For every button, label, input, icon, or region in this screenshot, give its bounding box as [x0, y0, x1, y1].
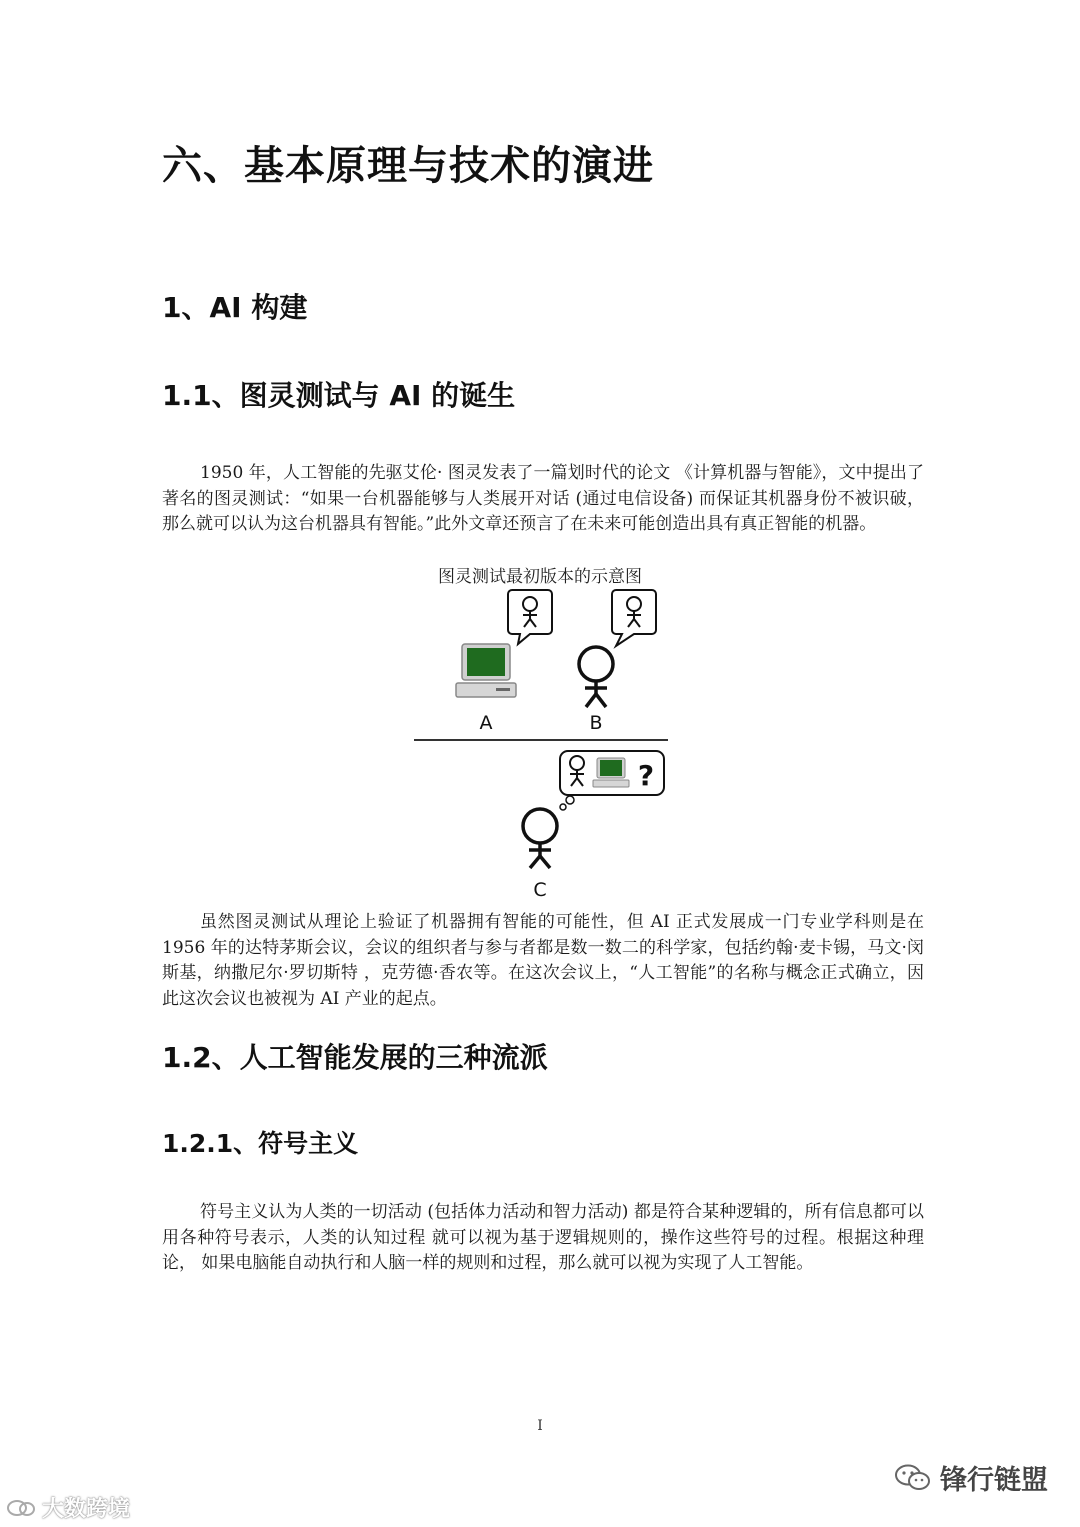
figure-caption: 图灵测试最初版本的示意图: [438, 567, 642, 587]
label-c: C: [533, 879, 547, 901]
page-title: 六、基本原理与技术的演进: [162, 142, 654, 189]
watermark-right: [894, 1458, 1048, 1497]
thought-bubble-c: [560, 751, 664, 810]
question-mark-icon: ?: [637, 759, 655, 792]
section-heading-turing-test: 1.1、图灵测试与 AI 的诞生: [162, 379, 516, 412]
watermark-left-text: 大数跨境: [42, 1497, 131, 1522]
speech-bubble-a: [508, 590, 552, 644]
section-heading-symbolism: 1.2.1、符号主义: [162, 1129, 359, 1158]
turing-test-figure: [410, 586, 680, 904]
wechat-logo-icon: [894, 1463, 932, 1493]
label-a: A: [479, 712, 493, 734]
computer-small-icon: [593, 758, 629, 787]
section-heading-three-schools: 1.2、人工智能发展的三种流派: [162, 1041, 548, 1074]
watermark-left: [6, 1492, 130, 1523]
speech-bubble-b: [612, 590, 656, 646]
computer-icon: [456, 644, 516, 697]
paragraph-turing-intro: 1950 年，人工智能的先驱艾伦· 图灵发表了一篇划时代的论文 《计算机器与智能》，文中提出了著名的图灵测试：“如果一台机器能够与人类展开对话 (通过电信设备) 而保证其机器身份不被识破， 那么就可以认为这台机器具有智能。”此外文章还预言了在未来可能创造出具有真正智能的机器。: [162, 463, 924, 534]
page-number: I: [537, 1418, 543, 1434]
label-b: B: [589, 712, 603, 734]
chat-logo-icon: [6, 1498, 36, 1518]
paragraph-symbolism: 符号主义认为人类的一切活动 (包括体力活动和智力活动) 都是符合某种逻辑的，所有信息都可以用各种符号表示，人类的认知过程 就可以视为基于逻辑规则的，操作这些符号的过程。根据这种理论， 如果电脑能自动执行和人脑一样的规则和过程，那么就可以视为实现了人工智能。: [162, 1202, 924, 1273]
section-heading-ai-build: 1、AI 构建: [162, 291, 308, 324]
paragraph-dartmouth: 虽然图灵测试从理论上验证了机器拥有智能的可能性，但 AI 正式发展成一门专业学科则是在 1956 年的达特茅斯会议，会议的组织者与参与者都是数一数二的科学家，包括约翰·麦卡锡，马文·闵斯基，纳撒尼尔·罗切斯特 ，克劳德·香农等。在这次会议上，“人工智能”的名称与概念正式确立，因此这次会议也被视为 AI 产业的起点。: [162, 912, 924, 1009]
person-b-icon: [579, 647, 613, 707]
person-c-icon: [523, 809, 557, 868]
watermark-right-text: 锋行链盟: [940, 1465, 1048, 1496]
